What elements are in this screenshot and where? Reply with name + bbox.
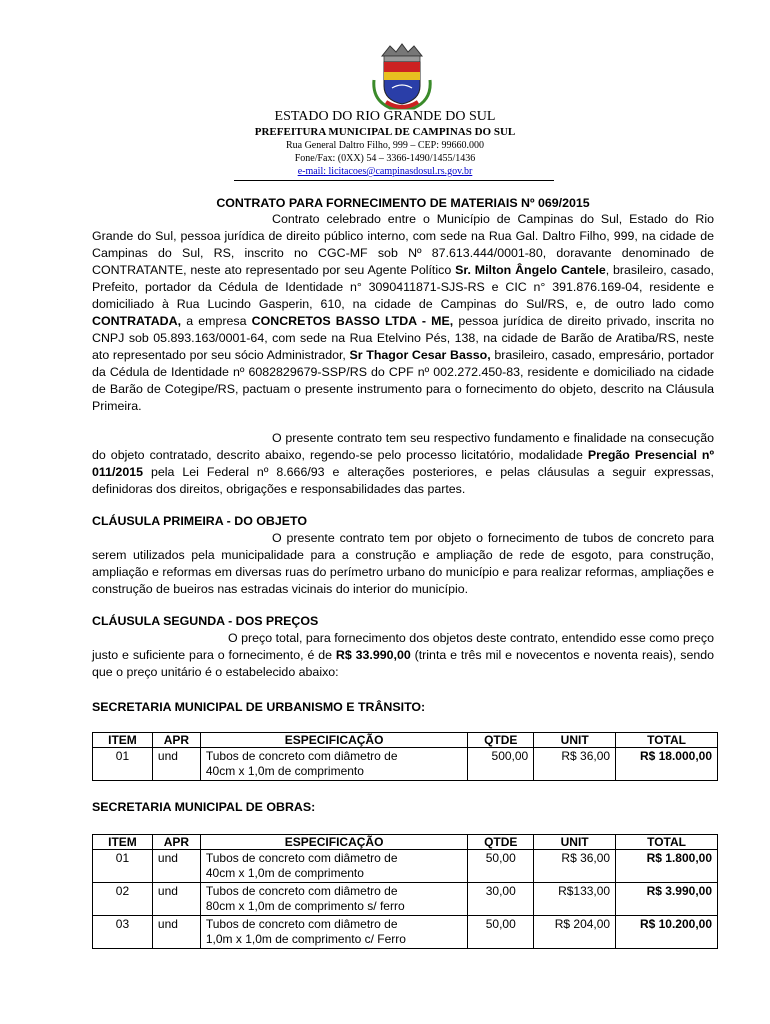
spec-cell: Tubos de concreto com diâmetro de 80cm x 1,0m de comprimento s/ ferro	[200, 883, 467, 916]
phone-line: Fone/Fax: (0XX) 54 – 3366-1490/1455/1436	[294, 153, 476, 164]
foundation-paragraph: O presente contrato tem seu respectivo fundamento e finalidade na consecução do objeto contratado, descrito abaixo, regendo-se pelo processo licitatório, modalidade Pregão Presencial nº 011/2015 pela Lei Federal nº 8.666/93 e alterações posteriores, e pelas cláusulas a seguir expressas, definidoras dos direitos, obrigações e responsabilidades das partes.	[92, 431, 714, 496]
table-row	[93, 748, 718, 781]
spec-cell: Tubos de concreto com diâmetro de 1,0m x 1,0m de comprimento c/ Ferro	[200, 916, 467, 949]
unit-cell: R$133,00	[534, 883, 616, 916]
address-line: Rua General Daltro Filho, 999 – CEP: 99660.000	[285, 140, 485, 151]
unit-cell: R$ 36,00	[534, 748, 616, 781]
obras-items-table	[92, 834, 718, 949]
clause-two-heading: CLÁUSULA SEGUNDA - DOS PREÇOS	[92, 614, 319, 628]
contract-title: CONTRATO PARA FORNECIMENTO DE MATERIAIS Nº 069/2015	[216, 196, 590, 210]
spec-cell: Tubos de concreto com diâmetro de 40cm x 1,0m de comprimento	[200, 850, 467, 883]
qtde-cell: 50,00	[468, 916, 534, 949]
column-header: QTDE	[468, 733, 534, 748]
clause-one-text: O presente contrato tem por objeto o fornecimento de tubos de concreto para serem utilizados pela municipalidade para a construção e ampliação de rede de esgoto, para construção, ampliação e reformas em diversas ruas do perímetro urbano do município e para realizar reformas, ampliações e construção de bueiros nas estradas vicinais do interior do município.	[92, 531, 714, 596]
column-header: APR	[152, 835, 200, 850]
column-header: UNIT	[534, 733, 616, 748]
apr-cell: und	[152, 916, 200, 949]
prefeitura-name: PREFEITURA MUNICIPAL DE CAMPINAS DO SUL	[254, 126, 516, 138]
email-link[interactable]: e-mail: licitacoes@campinasdosul.rs.gov.br	[297, 166, 473, 177]
clause-two-text: O preço total, para fornecimento dos objetos deste contrato, entendido esse como preço justo e suficiente para o fornecimento, é de R$ 33.990,00 (trinta e três mil e novecentos e noventa reais), sendo que o preço unitário é o estabelecido abaixo:	[92, 631, 715, 679]
column-header: UNIT	[534, 835, 616, 850]
urbanism-items-table	[92, 732, 718, 781]
total-cell: R$ 18.000,00	[616, 748, 718, 781]
state-name: ESTADO DO RIO GRANDE DO SUL	[274, 109, 496, 124]
qtde-cell: 500,00	[468, 748, 534, 781]
total-cell: R$ 1.800,00	[616, 850, 718, 883]
qtde-cell: 50,00	[468, 850, 534, 883]
clause-one-heading: CLÁUSULA PRIMEIRA - DO OBJETO	[92, 514, 308, 528]
item-cell: 01	[93, 850, 153, 883]
column-header: ITEM	[93, 835, 153, 850]
unit-cell: R$ 36,00	[534, 850, 616, 883]
unit-cell: R$ 204,00	[534, 916, 616, 949]
column-header: QTDE	[468, 835, 534, 850]
column-header: TOTAL	[616, 733, 718, 748]
preamble-paragraph: Contrato celebrado entre o Município de Campinas do Sul, Estado do Rio Grande do Sul, pessoa jurídica de direito público interno, com sede na Rua Gal. Daltro Filho, 999, na cidade de Campinas do Sul, RS, inscrito no CGC-MF sob Nº 87.613.444/0001-80, doravante denominado de CONTRATANTE, neste ato representado por seu Agente Político Sr. Milton Ângelo Cantele, brasileiro, casado, Prefeito, portador da Cédula de Identidade n° 3090411871-SJS-RS e CIC n° 391.876.169-04, residente e domiciliado à Rua Lucindo Gasperin, 610, na cidade de Campinas do Sul/RS, e, de outro lado como CONTRATADA, a empresa CONCRETOS BASSO LTDA - ME, pessoa jurídica de direito privado, inscrita no CNPJ sob 05.893.163/0001-64, com sede na Rua Etelvino Pés, 138, na cidade de Barão de Aratiba/RS, neste ato representado por seu sócio Administrador, Sr Thagor Cesar Basso, brasileiro, casado, empresário, portador da Cédula de Identidade nº 6082829679-SSP/RS do CPF nº 002.272.450-83, residente e domiciliado na cidade de Barão de Cotegipe/RS, pactuam o presente instrumento para o fornecimento do objeto, descrito na Cláusula Primeira.	[92, 212, 714, 413]
apr-cell: und	[152, 748, 200, 781]
item-cell: 01	[93, 748, 153, 781]
table-row	[93, 850, 718, 883]
column-header: TOTAL	[616, 835, 718, 850]
item-cell: 02	[93, 883, 153, 916]
column-header: ITEM	[93, 733, 153, 748]
table-one-heading: SECRETARIA MUNICIPAL DE URBANISMO E TRÂNSITO:	[92, 700, 426, 714]
total-cell: R$ 10.200,00	[616, 916, 718, 949]
total-cell: R$ 3.990,00	[616, 883, 718, 916]
municipal-coat-of-arms-icon	[370, 42, 434, 112]
table-two-heading: SECRETARIA MUNICIPAL DE OBRAS:	[92, 800, 316, 814]
apr-cell: und	[152, 883, 200, 916]
apr-cell: und	[152, 850, 200, 883]
header-divider	[234, 180, 554, 181]
column-header: APR	[152, 733, 200, 748]
table-row	[93, 916, 718, 949]
column-header: ESPECIFICAÇÃO	[200, 835, 467, 850]
column-header: ESPECIFICAÇÃO	[200, 733, 467, 748]
item-cell: 03	[93, 916, 153, 949]
qtde-cell: 30,00	[468, 883, 534, 916]
table-row	[93, 883, 718, 916]
spec-cell: Tubos de concreto com diâmetro de 40cm x 1,0m de comprimento	[200, 748, 467, 781]
